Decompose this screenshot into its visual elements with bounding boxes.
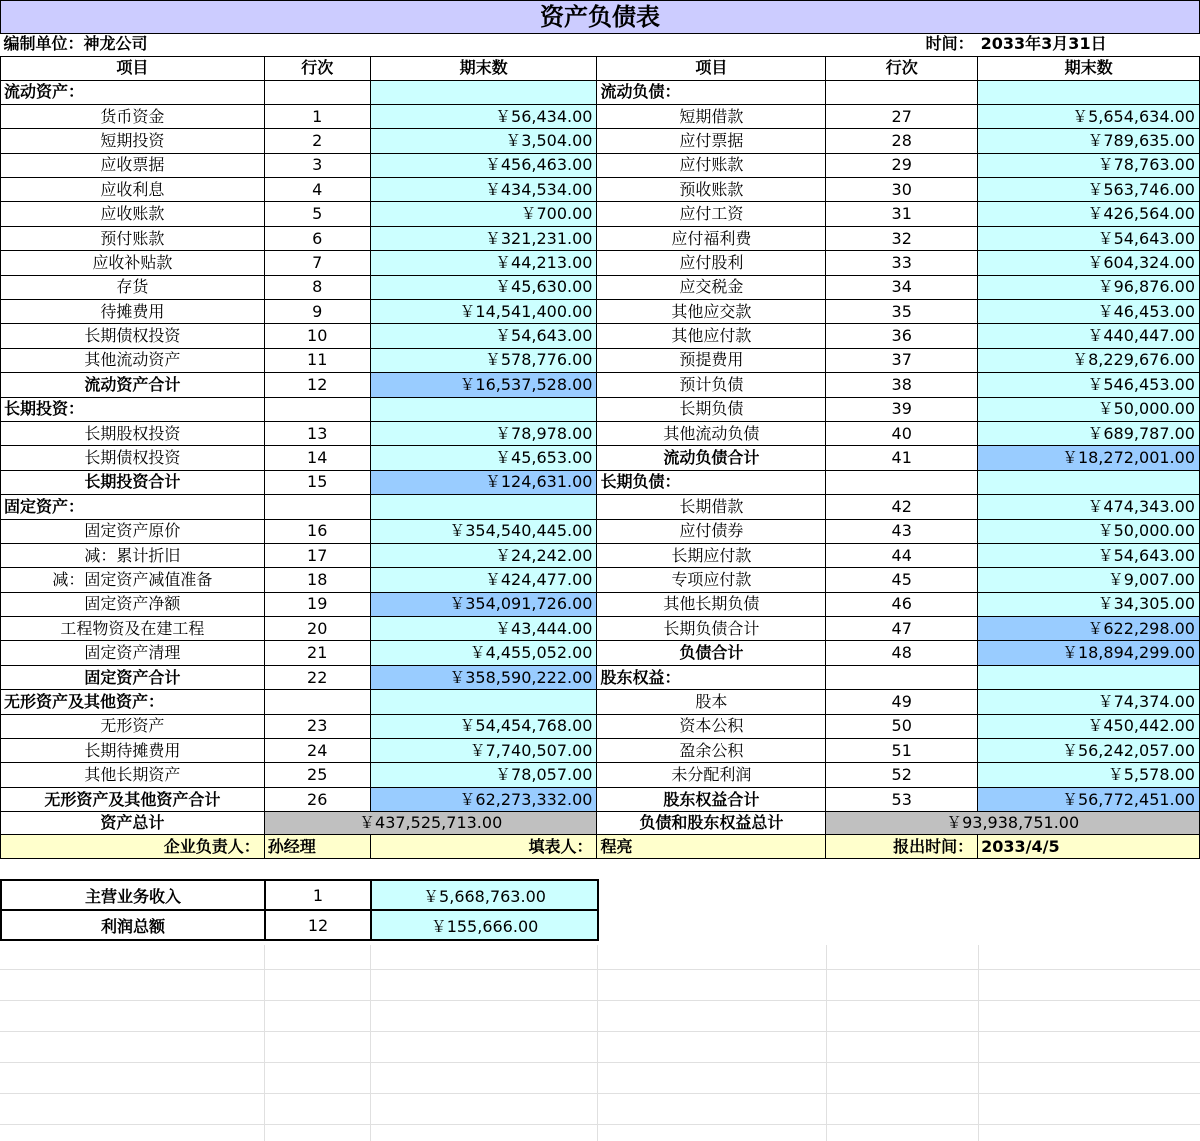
asset-amount[interactable]: ￥124,631.00 xyxy=(370,470,597,494)
table-row xyxy=(1,226,1200,250)
table-row xyxy=(1,714,1200,738)
manager-label: 企业负责人： xyxy=(1,835,265,859)
footer-row xyxy=(1,835,1200,859)
gridline xyxy=(0,1124,1200,1125)
liab-total-value: ￥93,938,751.00 xyxy=(826,812,1200,835)
asset-amount[interactable]: ￥62,273,332.00 xyxy=(370,787,597,811)
asset-amount[interactable]: ￥14,541,400.00 xyxy=(370,300,597,324)
liability-item-label: 未分配利润 xyxy=(597,763,826,787)
liability-amount[interactable]: ￥622,298.00 xyxy=(978,617,1200,641)
table-row xyxy=(1,324,1200,348)
liability-row-no: 53 xyxy=(826,787,978,811)
asset-item-label: 长期债权投资 xyxy=(1,446,265,470)
table-row xyxy=(1,153,1200,177)
asset-row-no: 10 xyxy=(264,324,370,348)
header-row-no: 行次 xyxy=(826,56,978,80)
asset-item-label: 工程物资及在建工程 xyxy=(1,617,265,641)
asset-item-label: 应收补贴款 xyxy=(1,251,265,275)
liability-amount[interactable]: ￥74,374.00 xyxy=(978,690,1200,714)
liability-item-label: 长期负债合计 xyxy=(597,617,826,641)
asset-item-label: 货币资金 xyxy=(1,104,265,128)
table-row xyxy=(1,617,1200,641)
asset-item-label: 减：累计折旧 xyxy=(1,543,265,567)
asset-amount[interactable] xyxy=(370,495,597,519)
asset-row-no xyxy=(264,397,370,421)
asset-item-label: 待摊费用 xyxy=(1,300,265,324)
asset-section-label: 固定资产： xyxy=(1,495,265,519)
liability-amount[interactable]: ￥54,643.00 xyxy=(978,543,1200,567)
asset-row-no: 16 xyxy=(264,519,370,543)
asset-row-no: 13 xyxy=(264,421,370,445)
time-label: 时间： xyxy=(826,33,978,56)
income-row xyxy=(1,910,598,940)
liability-row-no: 50 xyxy=(826,714,978,738)
income-row-no: 1 xyxy=(265,880,371,910)
asset-amount[interactable] xyxy=(370,397,597,421)
asset-row-no: 14 xyxy=(264,446,370,470)
assets-total-value: ￥437,525,713.00 xyxy=(264,812,597,835)
table-row xyxy=(1,275,1200,299)
asset-item-label: 其他长期资产 xyxy=(1,763,265,787)
asset-item-label: 短期投资 xyxy=(1,129,265,153)
income-row-no: 12 xyxy=(265,910,371,940)
asset-item-label: 长期股权投资 xyxy=(1,421,265,445)
gridline xyxy=(0,1093,1200,1094)
liability-amount[interactable]: ￥46,453.00 xyxy=(978,300,1200,324)
asset-row-no: 17 xyxy=(264,543,370,567)
header-row-no: 行次 xyxy=(264,56,370,80)
liability-item-label: 其他长期负债 xyxy=(597,592,826,616)
time-value: 2033年3月31日 xyxy=(978,33,1200,56)
header-row xyxy=(1,56,1200,80)
asset-item-label: 流动资产合计 xyxy=(1,373,265,397)
liability-item-label: 应付股利 xyxy=(597,251,826,275)
asset-amount[interactable]: ￥354,091,726.00 xyxy=(370,592,597,616)
company-label: 编制单位：神龙公司 xyxy=(1,33,371,56)
table-row xyxy=(1,421,1200,445)
asset-row-no: 24 xyxy=(264,739,370,763)
liability-item-label: 预收账款 xyxy=(597,178,826,202)
liability-row-no: 29 xyxy=(826,153,978,177)
header-item: 项目 xyxy=(597,56,826,80)
liability-item-label: 应交税金 xyxy=(597,275,826,299)
asset-amount[interactable]: ￥7,740,507.00 xyxy=(370,739,597,763)
asset-amount[interactable]: ￥45,653.00 xyxy=(370,446,597,470)
liability-item-label: 其他应交款 xyxy=(597,300,826,324)
table-row xyxy=(1,129,1200,153)
liability-row-no xyxy=(826,80,978,104)
liability-item-label: 应付票据 xyxy=(597,129,826,153)
liability-item-label: 其他流动负债 xyxy=(597,421,826,445)
liability-row-no: 48 xyxy=(826,641,978,665)
liability-item-label: 长期应付款 xyxy=(597,543,826,567)
gridline xyxy=(978,945,979,1141)
table-row xyxy=(1,373,1200,397)
asset-amount[interactable]: ￥4,455,052.00 xyxy=(370,641,597,665)
asset-item-label: 应收利息 xyxy=(1,178,265,202)
liability-row-no: 46 xyxy=(826,592,978,616)
asset-row-no: 19 xyxy=(264,592,370,616)
asset-amount[interactable]: ￥434,534.00 xyxy=(370,178,597,202)
liability-row-no: 31 xyxy=(826,202,978,226)
asset-item-label: 应收账款 xyxy=(1,202,265,226)
liability-row-no: 27 xyxy=(826,104,978,128)
asset-item-label: 存货 xyxy=(1,275,265,299)
liability-amount[interactable]: ￥34,305.00 xyxy=(978,592,1200,616)
liability-item-label: 长期借款 xyxy=(597,495,826,519)
preparer-value[interactable]: 程亮 xyxy=(597,835,826,859)
gridline xyxy=(0,1062,1200,1063)
report-time-value[interactable]: 2033/4/5 xyxy=(978,835,1200,859)
liability-amount[interactable]: ￥5,654,634.00 xyxy=(978,104,1200,128)
gridline xyxy=(370,945,371,1141)
header-amount: 期末数 xyxy=(370,56,597,80)
asset-row-no: 18 xyxy=(264,568,370,592)
table-row xyxy=(1,665,1200,689)
asset-amount[interactable]: ￥321,231.00 xyxy=(370,226,597,250)
liability-amount[interactable] xyxy=(978,80,1200,104)
asset-row-no: 5 xyxy=(264,202,370,226)
liability-item-label: 应付账款 xyxy=(597,153,826,177)
asset-row-no: 7 xyxy=(264,251,370,275)
liability-item-label: 预提费用 xyxy=(597,348,826,372)
liability-amount[interactable]: ￥18,894,299.00 xyxy=(978,641,1200,665)
liability-amount[interactable]: ￥9,007.00 xyxy=(978,568,1200,592)
table-row xyxy=(1,787,1200,811)
gridline xyxy=(0,1000,1200,1001)
asset-row-no: 25 xyxy=(264,763,370,787)
grand-total-row xyxy=(1,812,1200,835)
table-row xyxy=(1,80,1200,104)
asset-item-label: 固定资产原价 xyxy=(1,519,265,543)
liability-row-no: 43 xyxy=(826,519,978,543)
table-row xyxy=(1,202,1200,226)
income-amount[interactable]: ￥155,666.00 xyxy=(371,910,598,940)
asset-row-no xyxy=(264,690,370,714)
liability-row-no: 30 xyxy=(826,178,978,202)
asset-amount[interactable]: ￥358,590,222.00 xyxy=(370,665,597,689)
header-item: 项目 xyxy=(1,56,265,80)
liability-item-label: 盈余公积 xyxy=(597,739,826,763)
table-row xyxy=(1,568,1200,592)
asset-item-label: 其他流动资产 xyxy=(1,348,265,372)
preparer-label: 填表人： xyxy=(370,835,597,859)
asset-row-no: 8 xyxy=(264,275,370,299)
table-row xyxy=(1,739,1200,763)
asset-amount[interactable]: ￥44,213.00 xyxy=(370,251,597,275)
gridline xyxy=(0,1031,1200,1032)
liability-row-no: 34 xyxy=(826,275,978,299)
asset-amount[interactable]: ￥3,504.00 xyxy=(370,129,597,153)
liability-item-label: 股东权益合计 xyxy=(597,787,826,811)
header-amount: 期末数 xyxy=(978,56,1200,80)
income-amount[interactable]: ￥5,668,763.00 xyxy=(371,880,598,910)
table-row xyxy=(1,300,1200,324)
table-row xyxy=(1,763,1200,787)
asset-row-no xyxy=(264,495,370,519)
asset-amount[interactable] xyxy=(370,80,597,104)
liability-row-no: 45 xyxy=(826,568,978,592)
liability-amount[interactable]: ￥56,772,451.00 xyxy=(978,787,1200,811)
asset-section-label: 无形资产及其他资产： xyxy=(1,690,265,714)
gridline xyxy=(0,969,1200,970)
asset-row-no: 22 xyxy=(264,665,370,689)
liability-row-no xyxy=(826,470,978,494)
liability-item-label: 股本 xyxy=(597,690,826,714)
income-row xyxy=(1,880,598,910)
gridline xyxy=(826,945,827,1141)
liability-item-label: 流动负债合计 xyxy=(597,446,826,470)
liability-row-no: 40 xyxy=(826,421,978,445)
assets-total-label: 资产总计 xyxy=(1,812,265,835)
liability-item-label: 短期借款 xyxy=(597,104,826,128)
asset-amount[interactable]: ￥54,643.00 xyxy=(370,324,597,348)
balance-sheet-table xyxy=(0,33,1200,859)
asset-item-label: 长期债权投资 xyxy=(1,324,265,348)
liability-item-label: 应付债券 xyxy=(597,519,826,543)
info-row xyxy=(1,33,1200,56)
liability-section-label: 股东权益： xyxy=(597,665,826,689)
liability-amount[interactable] xyxy=(978,665,1200,689)
asset-row-no: 2 xyxy=(264,129,370,153)
liability-amount[interactable]: ￥78,763.00 xyxy=(978,153,1200,177)
asset-row-no: 23 xyxy=(264,714,370,738)
asset-row-no: 3 xyxy=(264,153,370,177)
gridline xyxy=(597,945,598,1141)
liability-row-no: 33 xyxy=(826,251,978,275)
liability-amount[interactable]: ￥54,643.00 xyxy=(978,226,1200,250)
asset-amount[interactable] xyxy=(370,690,597,714)
asset-item-label: 无形资产及其他资产合计 xyxy=(1,787,265,811)
liability-item-label: 长期负债 xyxy=(597,397,826,421)
asset-item-label: 固定资产净额 xyxy=(1,592,265,616)
asset-item-label: 无形资产 xyxy=(1,714,265,738)
liability-row-no: 51 xyxy=(826,739,978,763)
liab-total-label: 负债和股东权益总计 xyxy=(597,812,826,835)
table-row xyxy=(1,446,1200,470)
liability-row-no: 42 xyxy=(826,495,978,519)
asset-item-label: 长期待摊费用 xyxy=(1,739,265,763)
asset-row-no xyxy=(264,80,370,104)
asset-amount[interactable]: ￥78,057.00 xyxy=(370,763,597,787)
asset-row-no: 4 xyxy=(264,178,370,202)
asset-section-label: 流动资产： xyxy=(1,80,265,104)
liability-amount[interactable]: ￥604,324.00 xyxy=(978,251,1200,275)
asset-item-label: 应收票据 xyxy=(1,153,265,177)
liability-item-label: 预计负债 xyxy=(597,373,826,397)
asset-amount[interactable]: ￥43,444.00 xyxy=(370,617,597,641)
asset-item-label: 预付账款 xyxy=(1,226,265,250)
liability-amount[interactable]: ￥450,442.00 xyxy=(978,714,1200,738)
table-row xyxy=(1,519,1200,543)
liability-row-no: 44 xyxy=(826,543,978,567)
income-item-label: 主营业务收入 xyxy=(1,880,265,910)
asset-amount[interactable]: ￥45,630.00 xyxy=(370,275,597,299)
table-row xyxy=(1,104,1200,128)
asset-amount[interactable]: ￥78,978.00 xyxy=(370,421,597,445)
liability-row-no: 35 xyxy=(826,300,978,324)
liability-amount[interactable]: ￥8,229,676.00 xyxy=(978,348,1200,372)
liability-amount[interactable]: ￥56,242,057.00 xyxy=(978,739,1200,763)
liability-amount[interactable]: ￥546,453.00 xyxy=(978,373,1200,397)
asset-row-no: 12 xyxy=(264,373,370,397)
asset-amount[interactable]: ￥354,540,445.00 xyxy=(370,519,597,543)
asset-row-no: 9 xyxy=(264,300,370,324)
liability-amount[interactable]: ￥5,578.00 xyxy=(978,763,1200,787)
liability-amount[interactable]: ￥426,564.00 xyxy=(978,202,1200,226)
asset-item-label: 减：固定资产减值准备 xyxy=(1,568,265,592)
liability-amount[interactable]: ￥96,876.00 xyxy=(978,275,1200,299)
liability-amount[interactable]: ￥50,000.00 xyxy=(978,519,1200,543)
liability-item-label: 资本公积 xyxy=(597,714,826,738)
table-row xyxy=(1,495,1200,519)
table-row xyxy=(1,470,1200,494)
liability-amount[interactable]: ￥789,635.00 xyxy=(978,129,1200,153)
table-row xyxy=(1,397,1200,421)
liability-amount[interactable] xyxy=(978,470,1200,494)
liability-row-no: 28 xyxy=(826,129,978,153)
asset-amount[interactable]: ￥24,242.00 xyxy=(370,543,597,567)
asset-row-no: 20 xyxy=(264,617,370,641)
asset-row-no: 6 xyxy=(264,226,370,250)
asset-item-label: 固定资产清理 xyxy=(1,641,265,665)
liability-row-no: 32 xyxy=(826,226,978,250)
liability-section-label: 长期负债： xyxy=(597,470,826,494)
liability-amount[interactable]: ￥689,787.00 xyxy=(978,421,1200,445)
asset-amount[interactable]: ￥578,776.00 xyxy=(370,348,597,372)
income-summary-table xyxy=(0,879,599,941)
liability-row-no: 37 xyxy=(826,348,978,372)
asset-amount[interactable]: ￥54,454,768.00 xyxy=(370,714,597,738)
liability-item-label: 应付福利费 xyxy=(597,226,826,250)
asset-item-label: 长期投资合计 xyxy=(1,470,265,494)
liability-row-no: 39 xyxy=(826,397,978,421)
sheet-title: 资产负债表 xyxy=(0,0,1200,34)
liability-row-no: 52 xyxy=(826,763,978,787)
table-row xyxy=(1,251,1200,275)
asset-row-no: 1 xyxy=(264,104,370,128)
asset-amount[interactable]: ￥424,477.00 xyxy=(370,568,597,592)
liability-row-no: 41 xyxy=(826,446,978,470)
table-row xyxy=(1,641,1200,665)
manager-value[interactable]: 孙经理 xyxy=(264,835,370,859)
table-row xyxy=(1,592,1200,616)
asset-item-label: 固定资产合计 xyxy=(1,665,265,689)
asset-row-no: 21 xyxy=(264,641,370,665)
liability-amount[interactable]: ￥474,343.00 xyxy=(978,495,1200,519)
report-time-label: 报出时间： xyxy=(826,835,978,859)
liability-item-label: 应付工资 xyxy=(597,202,826,226)
asset-row-no: 26 xyxy=(264,787,370,811)
asset-amount[interactable]: ￥56,434.00 xyxy=(370,104,597,128)
liability-row-no: 36 xyxy=(826,324,978,348)
income-item-label: 利润总额 xyxy=(1,910,265,940)
table-row xyxy=(1,690,1200,714)
liability-amount[interactable]: ￥50,000.00 xyxy=(978,397,1200,421)
asset-amount[interactable]: ￥700.00 xyxy=(370,202,597,226)
gridline xyxy=(264,945,265,1141)
asset-row-no: 15 xyxy=(264,470,370,494)
liability-item-label: 其他应付款 xyxy=(597,324,826,348)
table-row xyxy=(1,178,1200,202)
liability-row-no: 49 xyxy=(826,690,978,714)
liability-amount[interactable]: ￥563,746.00 xyxy=(978,178,1200,202)
liability-row-no: 38 xyxy=(826,373,978,397)
table-row xyxy=(1,348,1200,372)
asset-amount[interactable]: ￥16,537,528.00 xyxy=(370,373,597,397)
liability-item-label: 负债合计 xyxy=(597,641,826,665)
liability-item-label: 专项应付款 xyxy=(597,568,826,592)
liability-row-no xyxy=(826,665,978,689)
asset-amount[interactable]: ￥456,463.00 xyxy=(370,153,597,177)
table-row xyxy=(1,543,1200,567)
liability-amount[interactable]: ￥440,447.00 xyxy=(978,324,1200,348)
liability-section-label: 流动负债： xyxy=(597,80,826,104)
asset-row-no: 11 xyxy=(264,348,370,372)
liability-amount[interactable]: ￥18,272,001.00 xyxy=(978,446,1200,470)
liability-row-no: 47 xyxy=(826,617,978,641)
asset-section-label: 长期投资： xyxy=(1,397,265,421)
